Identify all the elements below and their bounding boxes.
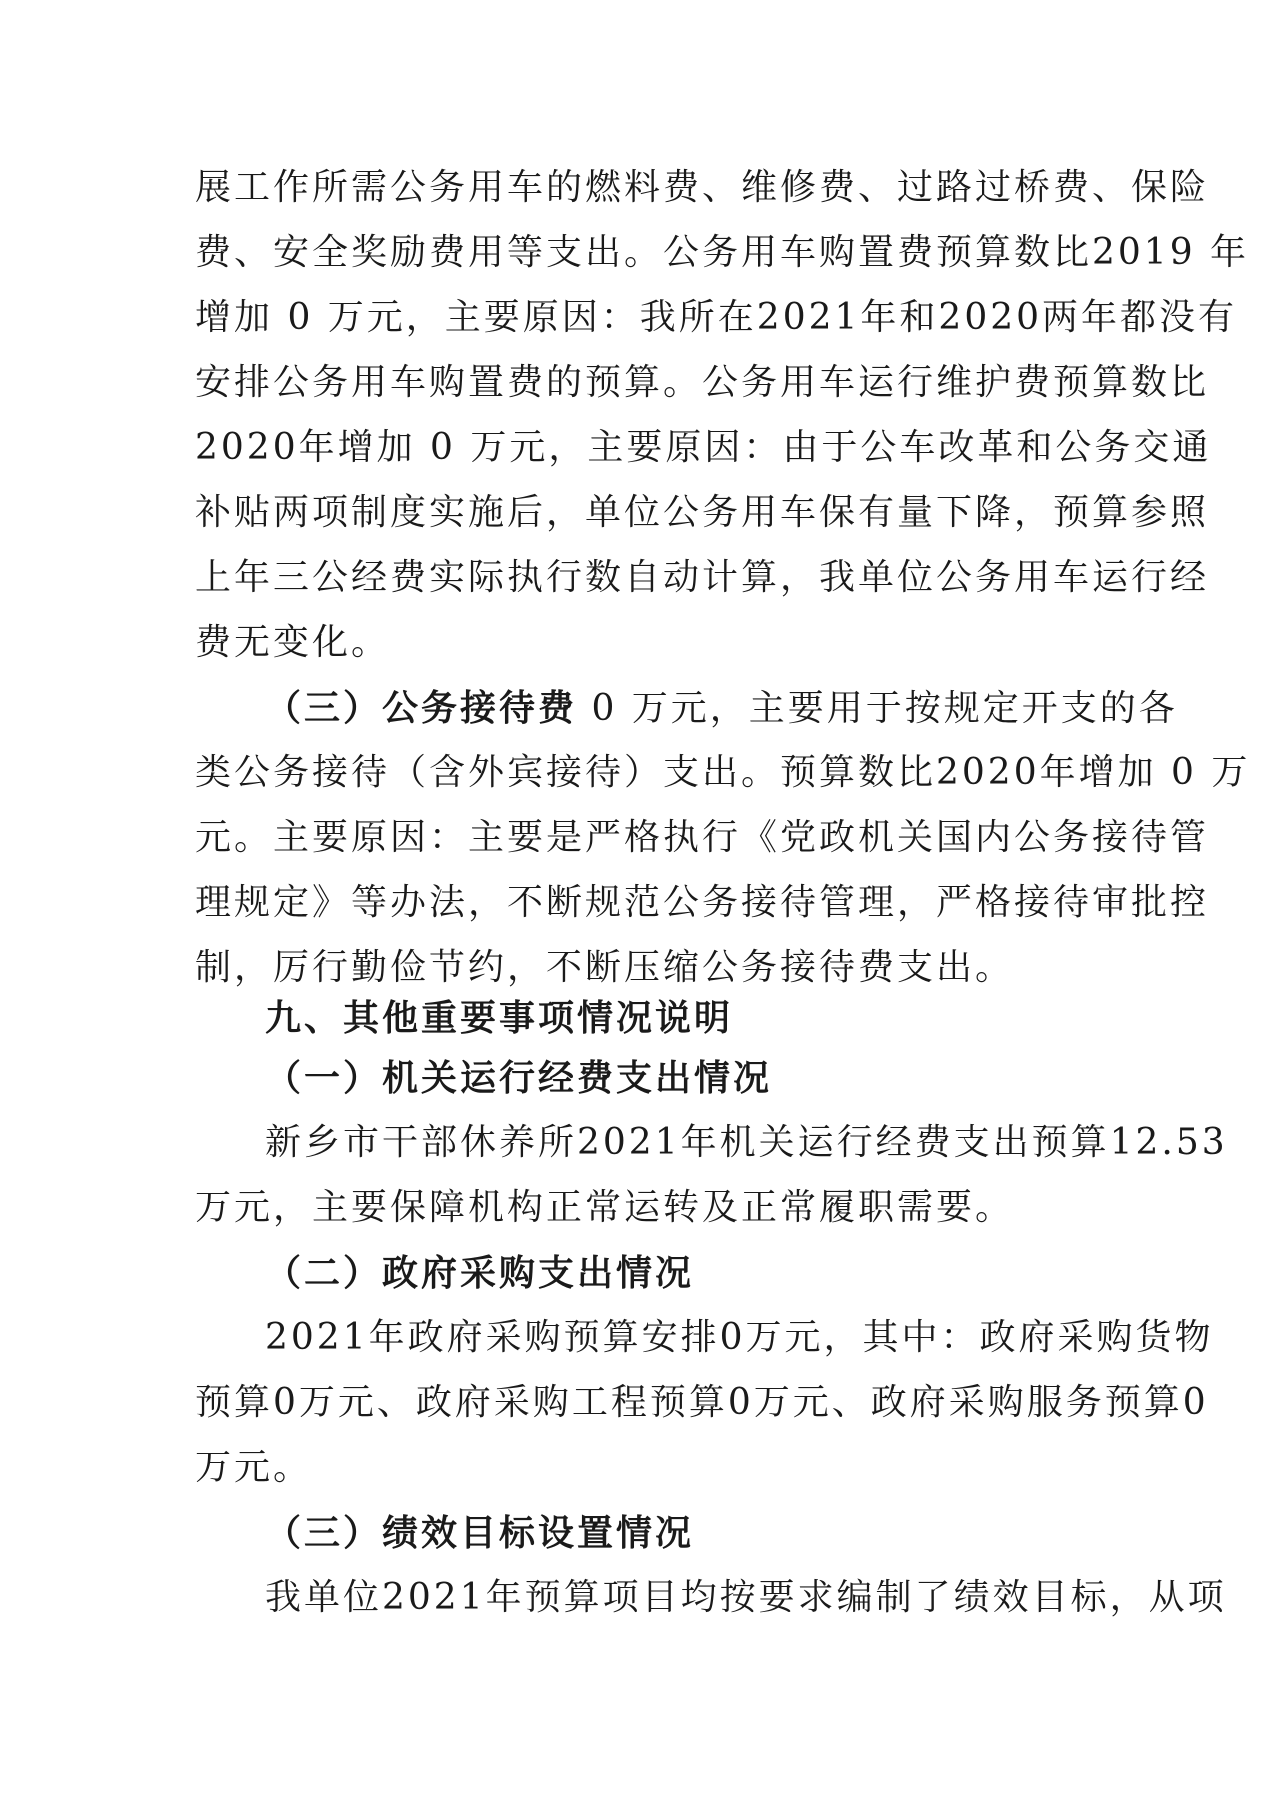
body-text-line: 安排公务用车购置费的预算。公务用车运行维护费预算数比 (195, 362, 1210, 403)
body-text-line: 类公务接待（含外宾接待）支出。预算数比2020年增加 0 万 (195, 752, 1251, 793)
subsection-heading: （一）机关运行经费支出情况 (265, 1057, 773, 1099)
body-text-line: 展工作所需公务用车的燃料费、维修费、过路过桥费、保险 (195, 167, 1210, 208)
body-text-inline: 0 万元，主要用于按规定开支的各 (577, 688, 1178, 729)
subsection-heading: （三）绩效目标设置情况 (265, 1512, 695, 1554)
body-text-line: 2021年政府采购预算安排0万元，其中：政府采购货物 (265, 1317, 1214, 1358)
body-text-line: 2020年增加 0 万元，主要原因：由于公车改革和公务交通 (195, 427, 1212, 468)
body-text-line: 预算0万元、政府采购工程预算0万元、政府采购服务预算0 (195, 1382, 1209, 1423)
body-text-line: 上年三公经费实际执行数自动计算，我单位公务用车运行经 (195, 557, 1210, 598)
body-text-line: 新乡市干部休养所2021年机关运行经费支出预算12.53 (265, 1122, 1228, 1163)
subsection-heading-inline: （三）公务接待费 (265, 687, 578, 729)
body-text-line: 费、安全奖励费用等支出。公务用车购置费预算数比2019 年 (195, 232, 1250, 273)
body-text-line: 增加 0 万元，主要原因：我所在2021年和2020两年都没有 (195, 297, 1238, 338)
body-text-line: 费无变化。 (195, 622, 391, 663)
body-text-line: 补贴两项制度实施后，单位公务用车保有量下降，预算参照 (195, 492, 1210, 533)
subsection-heading: （二）政府采购支出情况 (265, 1252, 695, 1294)
body-text-line: 万元，主要保障机构正常运转及正常履职需要。 (195, 1187, 1015, 1228)
body-text-line: 我单位2021年预算项目均按要求编制了绩效目标，从项 (265, 1577, 1227, 1618)
subsection-paragraph-start (265, 687, 1178, 729)
body-text-line: 理规定》等办法，不断规范公务接待管理，严格接待审批控 (195, 882, 1210, 923)
body-text-line: 元。主要原因：主要是严格执行《党政机关国内公务接待管 (195, 817, 1210, 858)
body-text-line: 制，厉行勤俭节约，不断压缩公务接待费支出。 (195, 947, 1015, 988)
section-heading: 九、其他重要事项情况说明 (265, 997, 734, 1039)
body-text-line: 万元。 (195, 1447, 313, 1488)
